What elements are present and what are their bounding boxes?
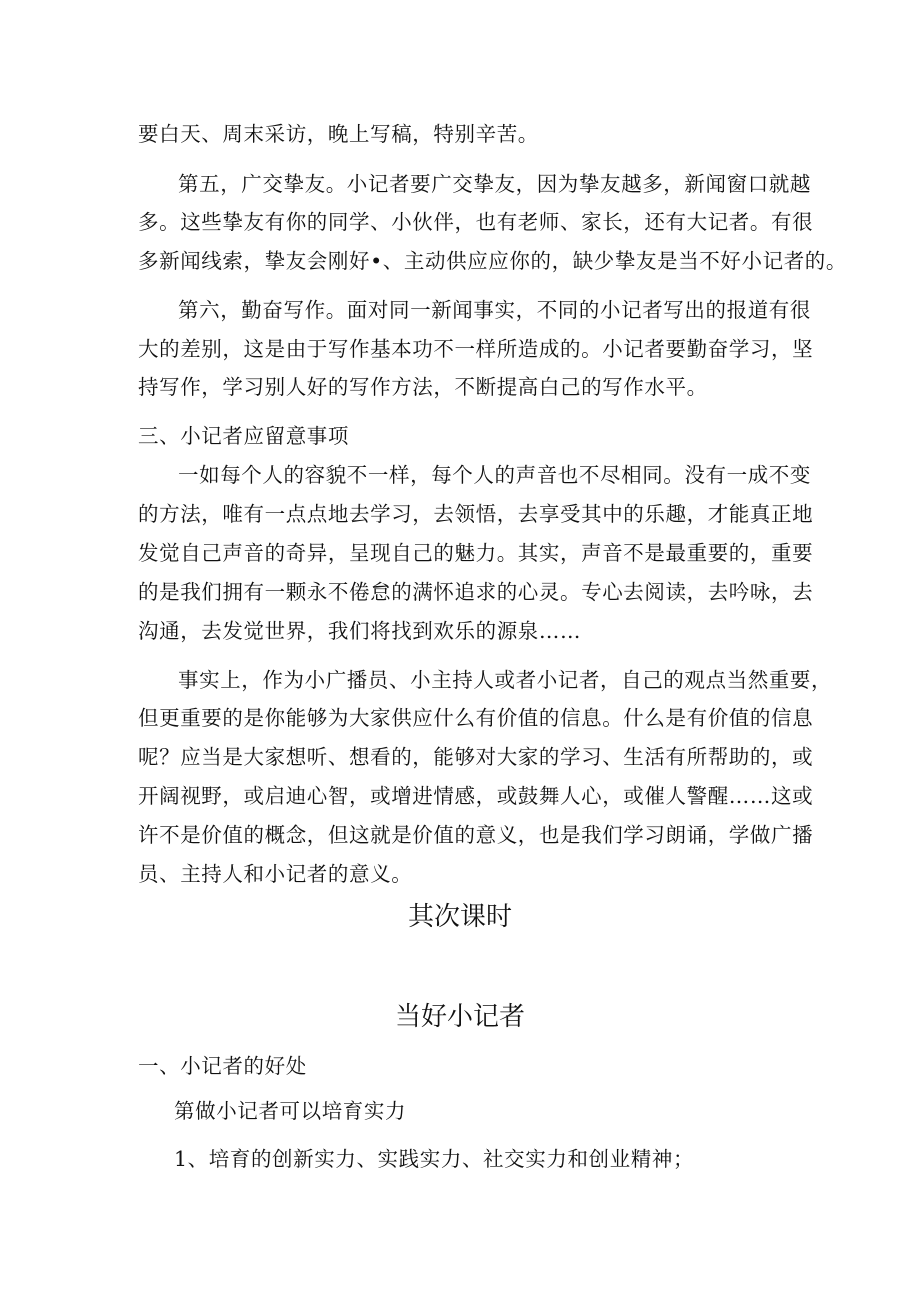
text-line: 开阔视野，或启迪心智，或增进情感，或鼓舞人心，或催人警醒……这或 xyxy=(138,784,814,808)
text-line: 持写作，学习别人好的写作方法，不断提高白己的写作水平。 xyxy=(138,375,708,399)
title-heading: 当好小记者 xyxy=(394,1002,525,1032)
text-line: 的是我们拥有一颗永不倦怠的满怀追求的心灵。专心去阅读，去吟咏，去 xyxy=(138,580,814,604)
paragraph-fifth-line: 第五，广交挚友。小记者要广交挚友，因为挚友越多，新闻窗口就越 xyxy=(178,172,811,196)
paragraph-sixth-line: 第六，勤奋写作。面对同一新闻事实，不同的小记者写出的报道有很 xyxy=(178,298,811,322)
text-line: 许不是价值的概念，但这就是价值的意义，也是我们学习朗诵，学做广播 xyxy=(138,823,814,847)
text-line: 沟通，去发觉世界，我们将找到欢乐的源泉…… xyxy=(138,619,582,643)
section-one-heading: 一、小记者的好处 xyxy=(138,1054,307,1078)
text-line: 多。这些挚友有你的同学、小伙伴，也有老师、家长，还有大记者。有很 xyxy=(138,210,814,234)
text-line: 但更重要的是你能够为大家供应什么有价值的信息。什么是有价值的信息 xyxy=(138,706,814,730)
lesson-heading: 其次课时 xyxy=(407,902,512,932)
text-line: 发觉自己声音的奇异，呈现自己的魅力。其实，声音不是最重要的，重要 xyxy=(138,541,814,565)
text-line: 要白天、周末采访，晚上写稿，特别辛苦。 xyxy=(138,122,539,146)
text-line: 呢？应当是大家想听、想看的，能够对大家的学习、生活有所帮助的，或 xyxy=(138,745,814,769)
text-line: 大的差别，这是由于写作基本功不一样所造成的。小记者要勤奋学习，坚 xyxy=(138,337,814,361)
text-line: 多新闻线索，挚友会刚好•、主动供应应你的，缺少挚友是当不好小记者的。 xyxy=(138,249,847,273)
first-paragraph: 第做小记者可以培育实力 xyxy=(174,1099,407,1123)
text-line: 一如每个人的容貌不一样，每个人的声音也不尽相同。没有一成不变 xyxy=(178,463,811,487)
text-line: 的方法，唯有一点点地去学习，去领悟，去享受其中的乐趣，才能真正地 xyxy=(138,502,814,526)
list-item-1: 1、培育的创新实力、实践实力、社交实力和创业精神； xyxy=(174,1147,695,1171)
section-three-heading: 三、小记者应留意事项 xyxy=(138,424,349,448)
text-line: 员、主持人和小记者的意义。 xyxy=(138,862,413,886)
text-line: 事实上，作为小广播员、小主持人或者小记者，自己的观点当然重要， xyxy=(178,668,833,692)
